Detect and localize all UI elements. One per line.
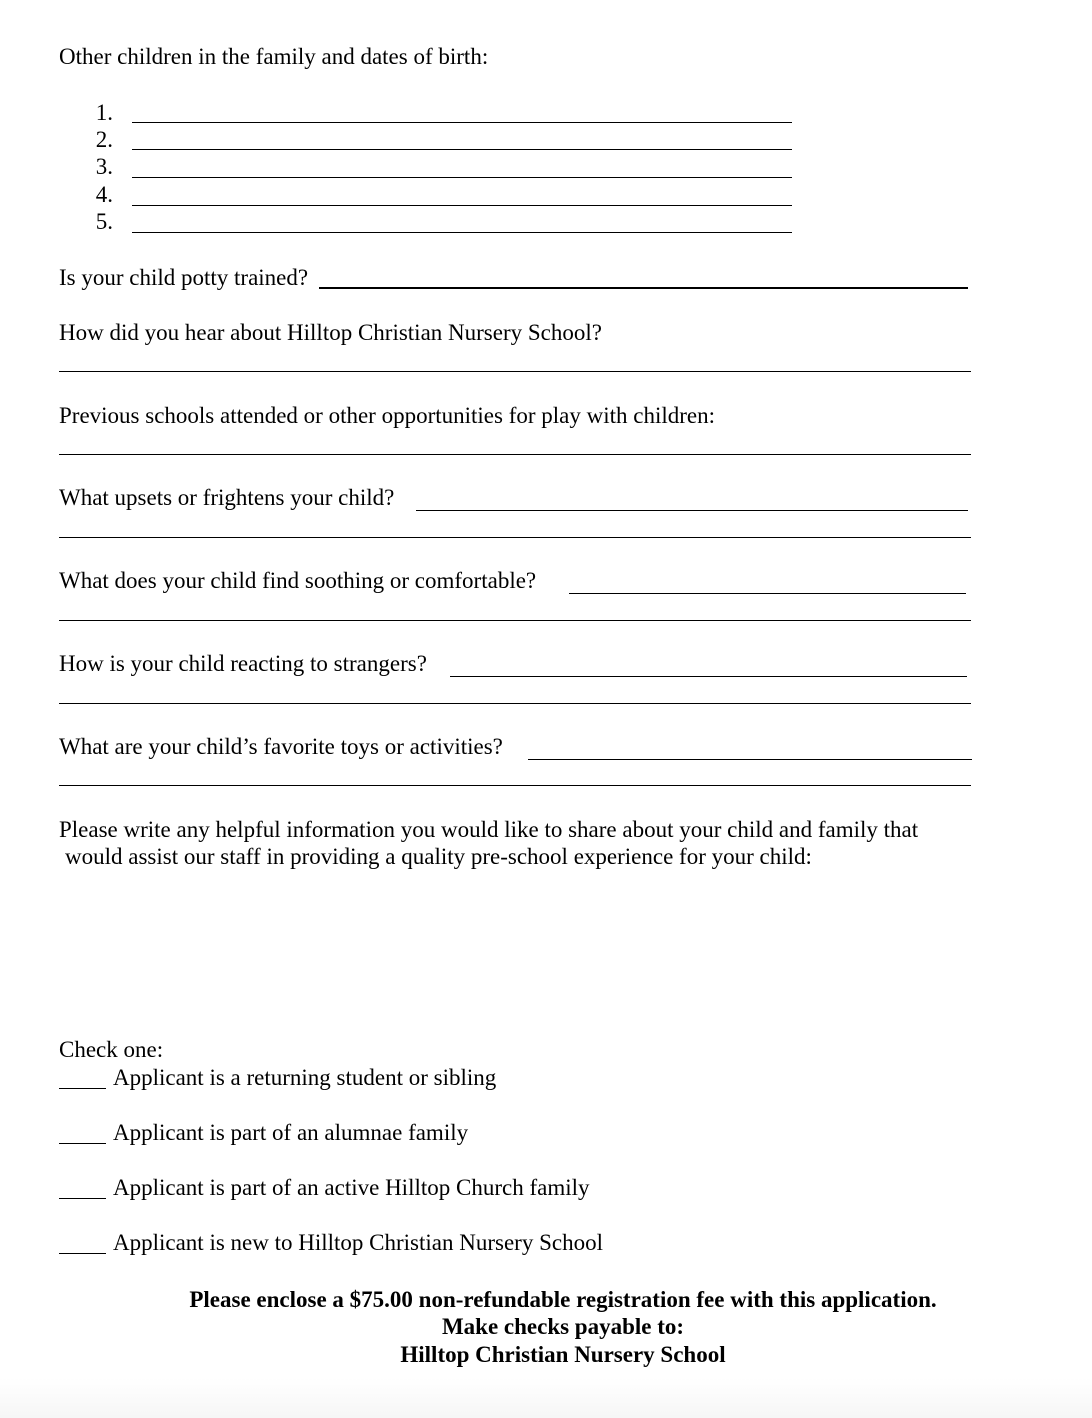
check-option-new: Applicant is new to Hilltop Christian Nursery School — [113, 1230, 603, 1255]
upsets-answer-line-1[interactable] — [416, 510, 968, 511]
children-heading: Other children in the family and dates of birth: — [59, 44, 489, 69]
check-blank-alumnae[interactable] — [59, 1143, 106, 1144]
hear-answer-line[interactable] — [59, 371, 971, 372]
payee-name: Hilltop Christian Nursery School — [400, 1342, 726, 1367]
child-number-5: 5. — [95, 209, 113, 234]
child-number-1: 1. — [95, 100, 113, 125]
check-option-church: Applicant is part of an active Hilltop Church family — [113, 1175, 590, 1200]
child-4-line[interactable] — [132, 205, 792, 206]
fee-notice: Please enclose a $75.00 non-refundable registration fee with this application. — [189, 1287, 937, 1312]
toys-answer-line-1[interactable] — [528, 759, 972, 760]
helpful-prompt-line-1: Please write any helpful information you would like to share about your child and family that — [59, 817, 919, 842]
strangers-answer-line-2[interactable] — [59, 703, 971, 704]
upsets-question: What upsets or frightens your child? — [59, 485, 395, 510]
soothing-answer-line-1[interactable] — [569, 593, 966, 594]
previous-answer-line[interactable] — [59, 454, 971, 455]
page-bottom-shade — [0, 1378, 1092, 1418]
toys-answer-line-2[interactable] — [59, 785, 971, 786]
potty-question: Is your child potty trained? — [59, 265, 309, 290]
check-blank-new[interactable] — [59, 1253, 106, 1254]
check-blank-returning[interactable] — [59, 1088, 106, 1089]
helpful-prompt-line-2: would assist our staff in providing a quality pre-school experience for your child: — [65, 844, 812, 869]
child-number-2: 2. — [95, 127, 113, 152]
upsets-answer-line-2[interactable] — [59, 537, 971, 538]
previous-question: Previous schools attended or other opportunities for play with children: — [59, 403, 716, 428]
strangers-question: How is your child reacting to strangers? — [59, 651, 427, 676]
payable-to-label: Make checks payable to: — [441, 1314, 685, 1339]
child-1-line[interactable] — [132, 122, 792, 123]
check-heading: Check one: — [59, 1037, 164, 1062]
check-blank-church[interactable] — [59, 1198, 106, 1199]
child-number-3: 3. — [95, 154, 113, 179]
toys-question: What are your child’s favorite toys or activities? — [59, 734, 503, 759]
check-option-returning: Applicant is a returning student or sibling — [113, 1065, 497, 1090]
child-3-line[interactable] — [132, 177, 792, 178]
soothing-answer-line-2[interactable] — [59, 620, 971, 621]
check-option-alumnae: Applicant is part of an alumnae family — [113, 1120, 469, 1145]
hear-question: How did you hear about Hilltop Christian Nursery School? — [59, 320, 602, 345]
child-5-line[interactable] — [132, 232, 792, 233]
potty-answer-line[interactable] — [319, 287, 968, 289]
strangers-answer-line-1[interactable] — [450, 676, 967, 677]
child-number-4: 4. — [95, 182, 113, 207]
child-2-line[interactable] — [132, 149, 792, 150]
soothing-question: What does your child find soothing or comfortable? — [59, 568, 537, 593]
